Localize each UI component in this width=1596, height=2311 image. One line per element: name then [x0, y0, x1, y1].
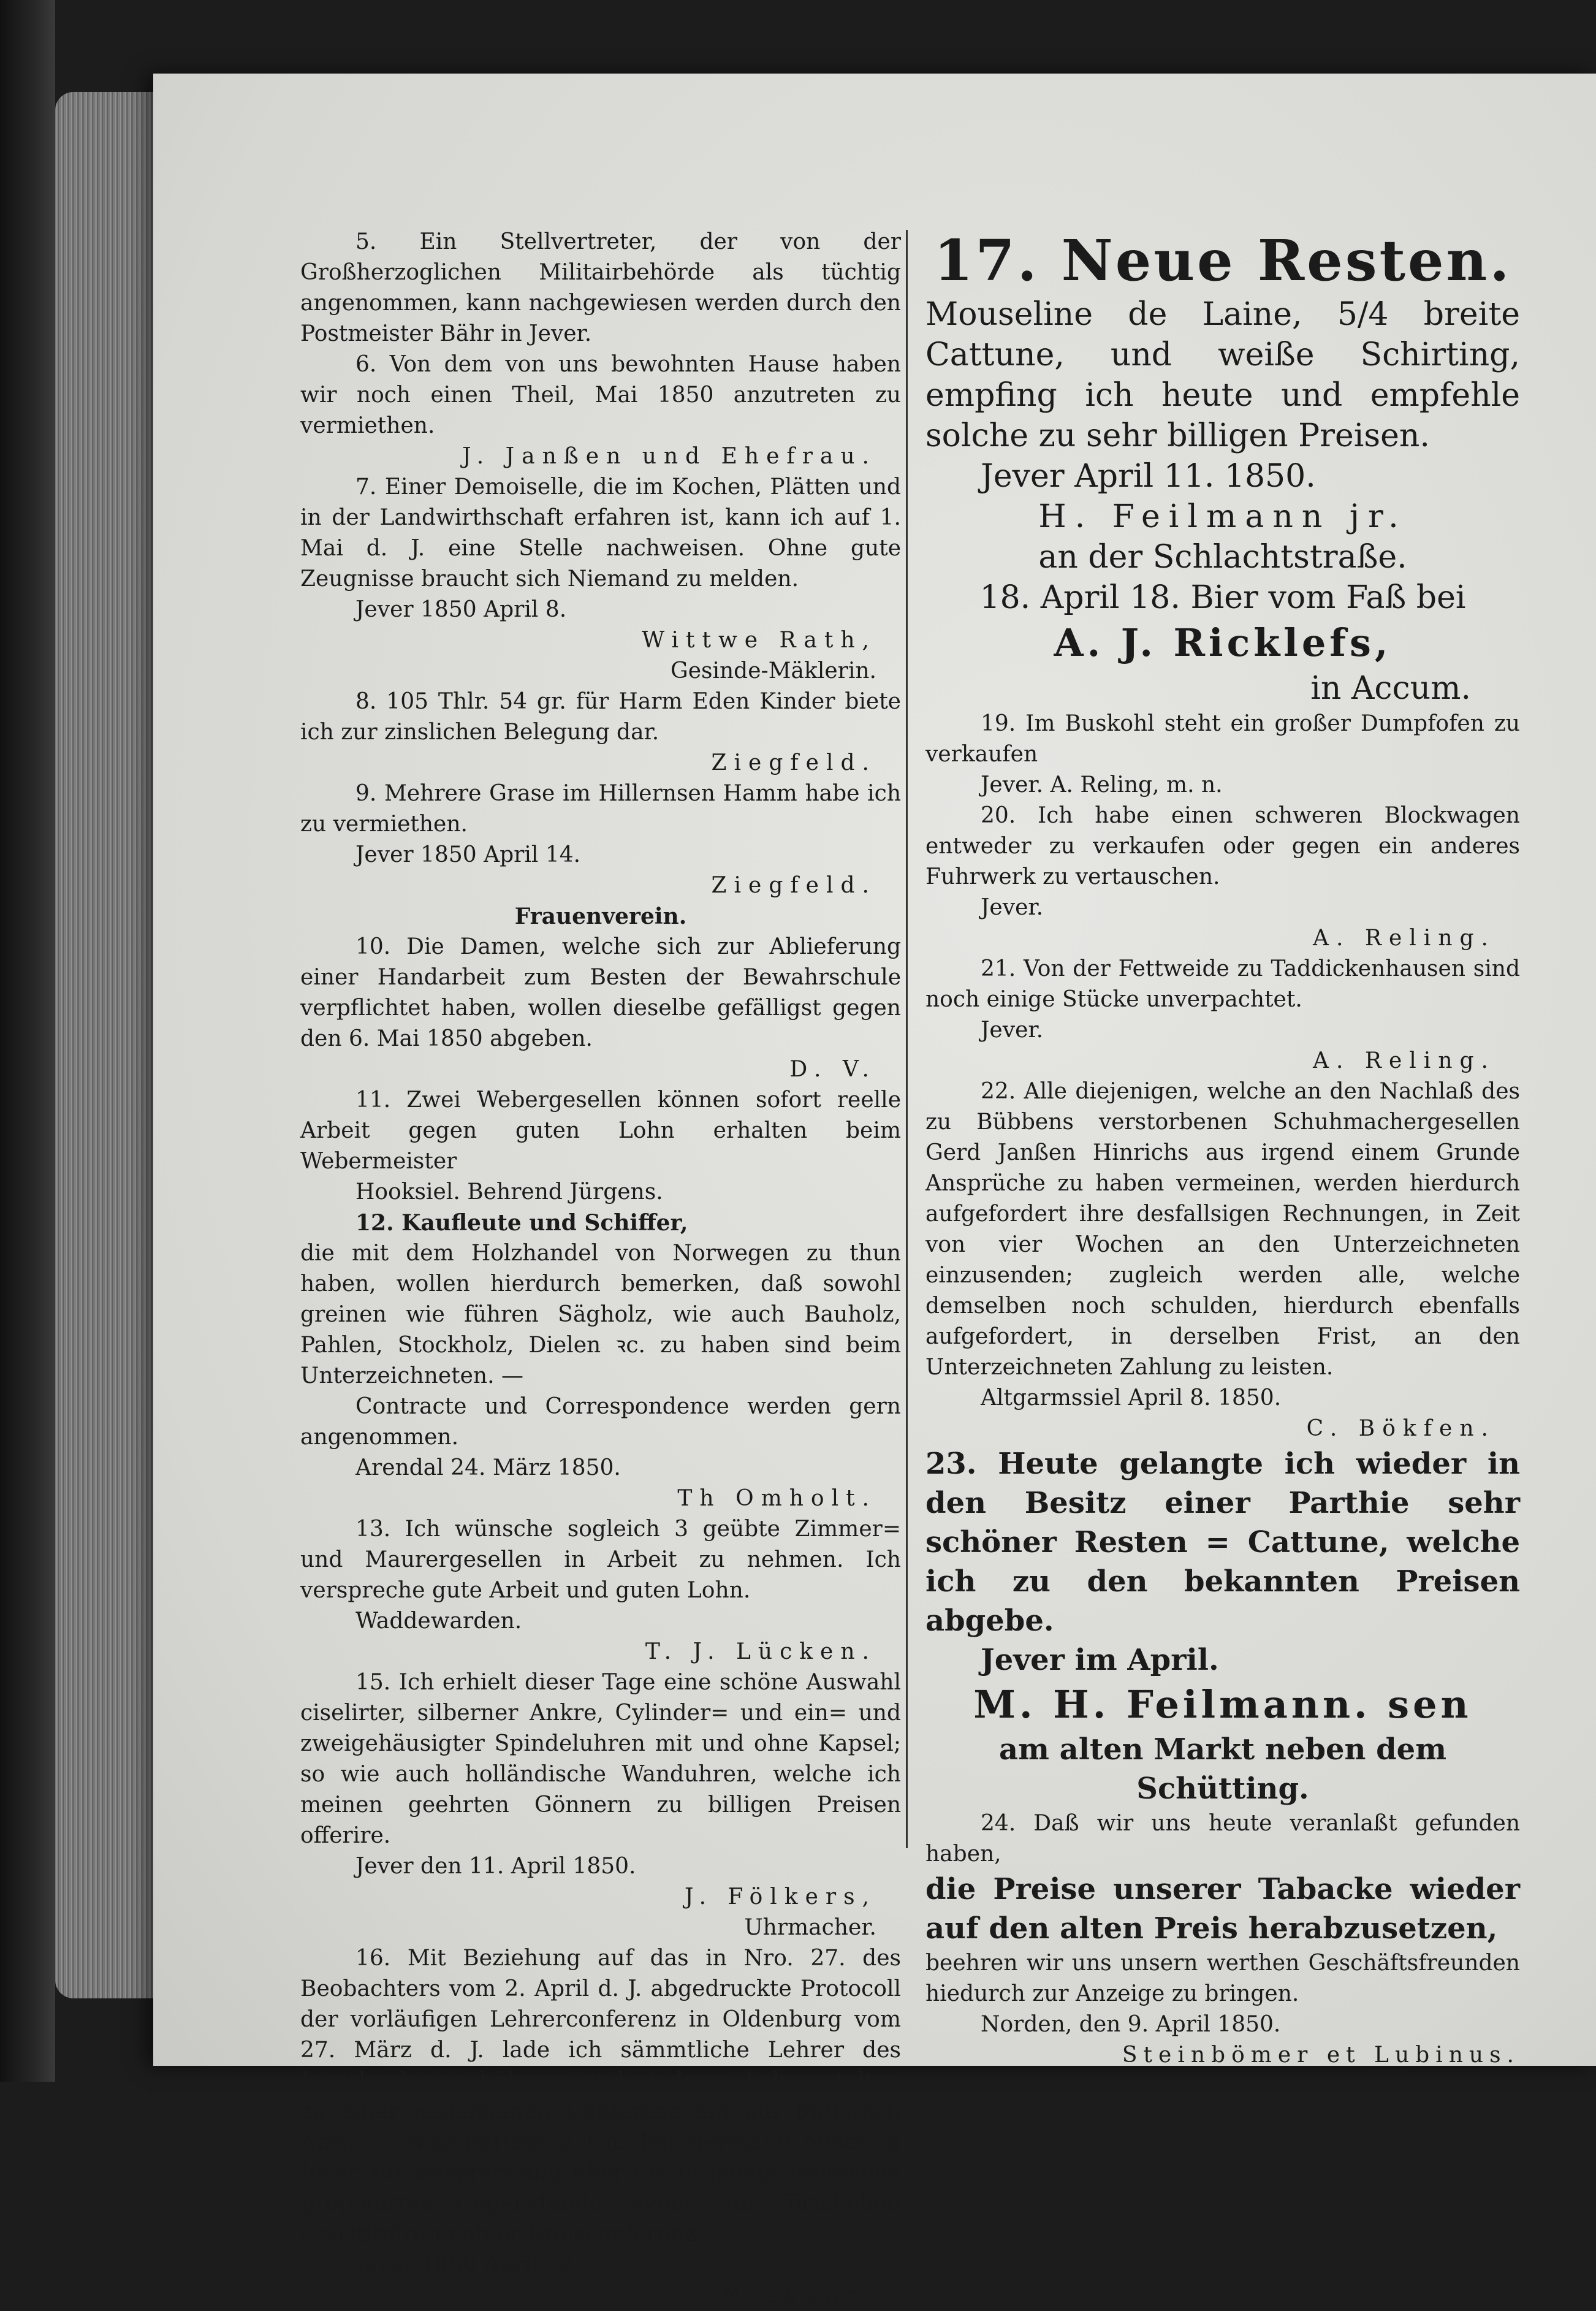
ad-19-text: 19. Im Buskohl steht ein großer Dumpfofen zu verkaufen	[925, 711, 1520, 767]
ad-21-place: Jever.	[981, 1018, 1044, 1043]
ad-24-text: 24. Daß wir uns heute veranlaßt gefunden haben,	[925, 1811, 1520, 1867]
ad-20-text: 20. Ich habe einen schweren Blockwagen entweder zu verkaufen oder gegen ein anderes Fuhrwerk zu vertauschen.	[925, 803, 1520, 889]
ad-23-signature: M. H. Feilmann. sen	[973, 1682, 1472, 1727]
ad-11-signature: Hooksiel. Behrend Jürgens.	[355, 1179, 663, 1205]
ad-11-text: 11. Zwei Webergesellen können sofort reelle Arbeit gegen guten Lohn erhalten beim Webermeister	[300, 1087, 901, 1174]
ad-8-text: 8. 105 Thlr. 54 gr. für Harm Eden Kinder biete ich zur zinslichen Belegung dar.	[300, 689, 901, 745]
ad-16-signature: Niebour.	[721, 2283, 876, 2308]
ad-17-text: Mouseline de Laine, 5/4 breite Cattune, und weiße Schirting, empfing ich heute und empfehle solche zu sehr billigen Preisen.	[925, 296, 1520, 454]
ad-24-signature: Steinbömer et Lubinus.	[1122, 2043, 1520, 2068]
ad-13-signature: T. J. Lücken.	[645, 1639, 876, 1664]
ad-9-signature: Ziegfeld.	[711, 873, 876, 898]
ad-17-signature-address: an der Schlachtstraße.	[1038, 539, 1407, 576]
book-binding	[0, 0, 55, 2082]
ad-24-text-2: beehren wir uns unsern werthen Geschäftsfreunden hiedurch zur Anzeige zu bringen.	[925, 1951, 1520, 2006]
ad-15-text: 15. Ich erhielt dieser Tage eine schöne Auswahl ciselirter, silberner Ankre, Cylinder= und ein= und zweigehäusigter Spindeluhren mit und ohne Kapsel; so wie auch holländische Wanduhren, welche ich meinen geehrten Gönnern zu billigen Preisen offerire.	[300, 1670, 901, 1848]
column-divider	[906, 230, 908, 1848]
ad-22-text: 22. Alle diejenigen, welche an den Nachlaß des zu Bübbens verstorbenen Schuhmachergesellen Gerd Janßen Hinrichs aus irgend einem Grunde Ansprüche zu haben vermeinen, werden hierdurch aufgefordert ihre desfallsigen Rechnungen, in Zeit von vier Wochen an den Unterzeichneten einzusenden; zugleich werden alle, welche demselben noch schulden, hierdurch ebenfalls aufgefordert, in derselben Frist, an den Unterzeichneten Zahlung zu leisten.	[925, 1079, 1520, 1380]
ad-24-place: Norden, den 9. April 1850.	[981, 2012, 1281, 2037]
ad-7-signature: Wittwe Rath,	[642, 628, 876, 653]
ad-15-signature: J. Fölkers,	[685, 1884, 876, 1909]
left-column	[300, 227, 901, 2311]
ad-10-heading: Frauenverein.	[514, 904, 687, 929]
ad-24-bold-text: die Preise unserer Tabacke wieder auf den alten Preis herabzusetzen,	[925, 1872, 1520, 1946]
ad-7-signature-title: Gesinde-Mäklerin.	[670, 658, 876, 683]
ad-12-place: Arendal 24. März 1850.	[355, 1455, 621, 1480]
ad-18-text: 18. April 18. Bier vom Faß bei	[979, 579, 1466, 616]
ad-15-place: Jever den 11. April 1850.	[355, 1854, 636, 1879]
ad-16-place: Jever 1850 April 12.	[355, 2252, 581, 2277]
ad-10-text: 10. Die Damen, welche sich zur Ablieferung einer Handarbeit zum Besten der Bewahrschule verpflichtet haben, wollen dieselbe gefälligst gegen den 6. Mai 1850 abgeben.	[300, 934, 901, 1051]
ad-12-text-2: Contracte und Correspondence werden gern angenommen.	[300, 1394, 901, 1450]
ad-20-place: Jever.	[981, 895, 1044, 920]
ad-12-text: die mit dem Holzhandel von Norwegen zu thun haben, wollen hierdurch bemerken, daß sowohl greinen wie führen Sägholz, wie auch Bauholz, Pahlen, Stockholz, Dielen ꝛc. zu haben sind beim Unterzeichneten. —	[300, 1241, 901, 1388]
ad-9-text: 9. Mehrere Grase im Hillernsen Hamm habe ich zu vermiethen.	[300, 781, 901, 837]
ad-6-signature: J. Janßen und Ehefrau.	[462, 444, 876, 469]
ad-7-text: 7. Einer Demoiselle, die im Kochen, Plätten und in der Landwirthschaft erfahren ist, kann ich auf 1. Mai d. J. eine Stelle nachweisen. Ohne gute Zeugnisse braucht sich Niemand zu melden.	[300, 474, 901, 592]
ad-15-signature-title: Uhrmacher.	[744, 1915, 876, 1940]
ad-18-place: in Accum.	[1310, 670, 1471, 707]
ad-23-address: am alten Markt neben dem Schütting.	[999, 1732, 1446, 1806]
ad-21-signature: A. Reling.	[1313, 1048, 1495, 1073]
ad-8-signature: Ziegfeld.	[711, 750, 876, 775]
ad-23-place: Jever im April.	[981, 1643, 1219, 1677]
ad-12-signature: Th Omholt.	[677, 1486, 876, 1511]
ad-18-name: A. J. Ricklefs,	[1054, 620, 1392, 665]
ad-10-signature: D. V.	[789, 1057, 876, 1082]
ad-22-signature: C. Bökfen.	[1306, 1416, 1495, 1441]
ad-17-signature: H. Feilmann jr.	[1038, 498, 1407, 535]
ad-23-text: 23. Heute gelangte ich wieder in den Besitz einer Parthie sehr schöner Resten = Cattune, welche ich zu den bekannten Preisen abgebe.	[925, 1447, 1520, 1638]
ad-9-place: Jever 1850 April 14.	[355, 842, 581, 867]
ad-5-text: 5. Ein Stellvertreter, der von der Großherzoglichen Militairbehörde als tüchtig angenommen, kann nachgewiesen werden durch den Postmeister Bähr in Jever.	[300, 229, 901, 346]
ad-7-place: Jever 1850 April 8.	[355, 597, 567, 622]
ad-20-signature: A. Reling.	[1313, 926, 1495, 951]
right-column	[925, 227, 1520, 2071]
ad-21-text: 21. Von der Fettweide zu Taddickenhausen sind noch einige Stücke unverpachtet.	[925, 956, 1520, 1012]
ad-17-heading: 17. Neue Resten.	[933, 227, 1512, 294]
ad-16-text: 16. Mit Beziehung auf das in Nro. 27. des Beobachters vom 2. April d. J. abgedruckte Protocoll der vorläufigen Lehrerconferenz in Oldenburg vom 27. März d. J. lade ich sämmtliche Lehrer des Jeverlandes an höheren und niederen Lehranstalten zu einer allgemeinen Conferenz ein auf Mittwoch April 17 Nachmittags 2 Uhr bei Hermann Meier in Jever zur Besprechung über die in jenem Protocolle proponirten Gegenstände, event. zur förmlichen Constituirung einer Kreisconferenz.	[300, 1946, 901, 2247]
ad-12-heading: 12. Kaufleute und Schiffer,	[355, 1210, 688, 1236]
ad-6-text: 6. Von dem von uns bewohnten Hause haben wir noch einen Theil, Mai 1850 anzutreten zu vermiethen.	[300, 352, 901, 438]
ad-22-place: Altgarmssiel April 8. 1850.	[981, 1385, 1282, 1411]
ad-19-signature: Jever. A. Reling, m. n.	[981, 772, 1223, 798]
ad-17-place: Jever April 11. 1850.	[981, 458, 1316, 495]
ad-13-place: Waddewarden.	[355, 1609, 522, 1634]
ad-13-text: 13. Ich wünsche sogleich 3 geübte Zimmer= und Maurergesellen in Arbeit zu nehmen. Ich verspreche gute Arbeit und guten Lohn.	[300, 1517, 901, 1603]
